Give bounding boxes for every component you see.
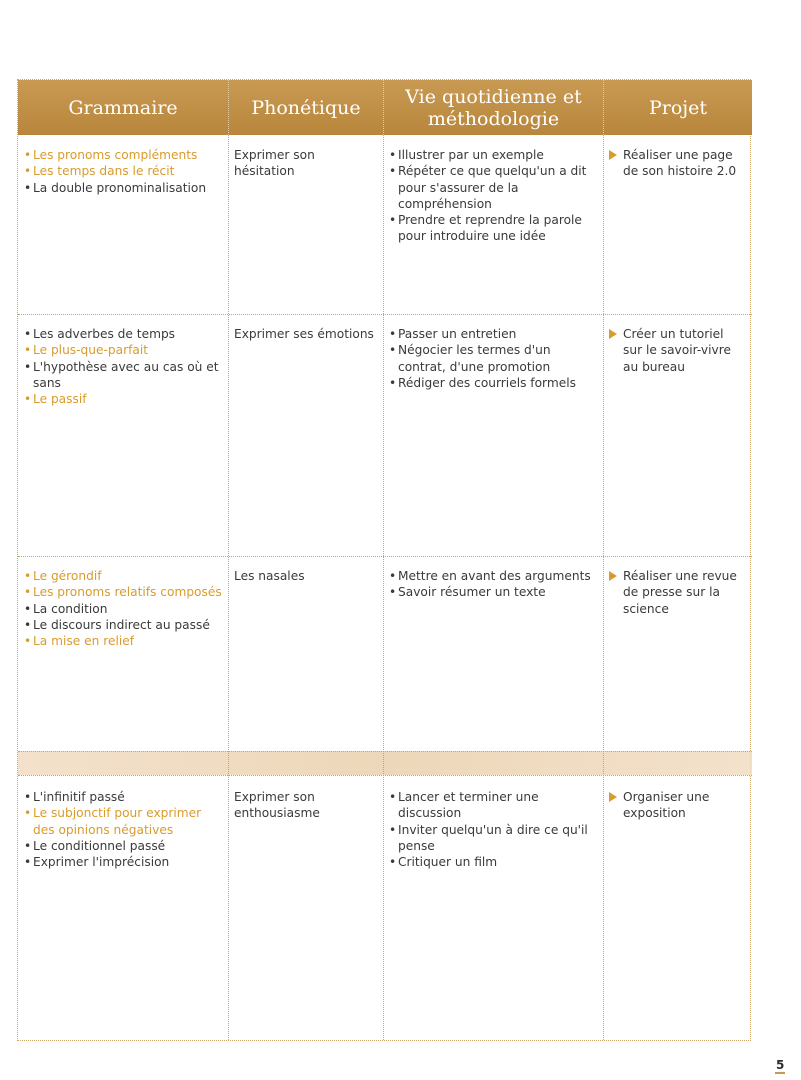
daily-life-item: • Rédiger des courriels formels xyxy=(389,375,597,391)
row-1-phonetique: Exprimer son hésitation xyxy=(234,148,315,179)
grammar-item: • Les pronoms compléments xyxy=(24,147,222,163)
daily-life-item: • Négocier les termes d'un contrat, d'une promotion xyxy=(389,342,597,375)
grammar-item: • Les adverbes de temps xyxy=(24,326,222,342)
grammar-item: • La mise en relief xyxy=(24,633,222,649)
row-4-grammaire xyxy=(18,783,228,870)
row-divider xyxy=(18,775,752,776)
row-2-vie-quotidienne xyxy=(383,320,603,391)
row-divider xyxy=(18,556,752,557)
row-4-vie-quotidienne xyxy=(383,783,603,870)
project-text: Organiser une exposition xyxy=(623,790,710,821)
row-1-grammaire xyxy=(18,141,228,196)
header-projet: Projet xyxy=(603,80,752,135)
table-header xyxy=(18,80,752,135)
row-3-vie-quotidienne xyxy=(383,562,603,601)
daily-life-item: • Passer un entretien xyxy=(389,326,597,342)
grammar-item: • Les temps dans le récit xyxy=(24,163,222,179)
project-text: Réaliser une page de son histoire 2.0 xyxy=(623,148,737,179)
project-item xyxy=(609,789,746,822)
row-2-projet xyxy=(603,320,752,375)
column-divider xyxy=(228,135,229,1040)
project-item xyxy=(609,326,746,375)
grammar-item: • Les pronoms relatifs composés xyxy=(24,584,222,600)
project-item xyxy=(609,568,746,617)
row-2-phonetique: Exprimer ses émotions xyxy=(234,327,374,341)
daily-life-item: • Illustrer par un exemple xyxy=(389,147,597,163)
grammar-item: • L'infinitif passé xyxy=(24,789,222,805)
row-3-grammaire xyxy=(18,562,228,649)
row-1-projet xyxy=(603,141,752,180)
row-3-phonetique: Les nasales xyxy=(234,569,305,583)
triangle-arrow-icon xyxy=(609,571,617,581)
grammar-item: • Le passif xyxy=(24,391,222,407)
grammar-item: • La condition xyxy=(24,601,222,617)
triangle-arrow-icon xyxy=(609,329,617,339)
grammar-item: • Le gérondif xyxy=(24,568,222,584)
daily-life-item: • Savoir résumer un texte xyxy=(389,584,597,600)
daily-life-item: • Mettre en avant des arguments xyxy=(389,568,597,584)
grammar-item: • Le subjonctif pour exprimer des opinions négatives xyxy=(24,805,222,838)
page-number: 5 xyxy=(776,1058,785,1072)
header-phonetique: Phonétique xyxy=(228,80,383,135)
project-text: Réaliser une revue de presse sur la science xyxy=(623,569,737,616)
grammar-item: • Exprimer l'imprécision xyxy=(24,854,222,870)
header-vie-quotidienne: Vie quotidienne et méthodologie xyxy=(383,80,603,135)
daily-life-item: • Inviter quelqu'un à dire ce qu'il pense xyxy=(389,822,597,855)
grammar-item: • La double pronominalisation xyxy=(24,180,222,196)
row-4-projet xyxy=(603,783,752,822)
grammar-item: • L'hypothèse avec au cas où et sans xyxy=(24,359,222,392)
project-item xyxy=(609,147,746,180)
grammar-item: • Le plus-que-parfait xyxy=(24,342,222,358)
section-divider-band xyxy=(18,751,752,775)
daily-life-item: • Répéter ce que quelqu'un a dit pour s'assurer de la compréhension xyxy=(389,163,597,212)
row-2-grammaire xyxy=(18,320,228,407)
daily-life-item: • Critiquer un film xyxy=(389,854,597,870)
row-3-projet xyxy=(603,562,752,617)
grammar-item: • Le conditionnel passé xyxy=(24,838,222,854)
header-grammaire: Grammaire xyxy=(68,96,178,119)
triangle-arrow-icon xyxy=(609,792,617,802)
row-divider xyxy=(18,751,752,752)
grammar-item: • Le discours indirect au passé xyxy=(24,617,222,633)
row-1-vie-quotidienne xyxy=(383,141,603,245)
row-4-phonetique: Exprimer son enthousiasme xyxy=(234,790,320,821)
project-text: Créer un tutoriel sur le savoir-vivre au bureau xyxy=(623,327,731,374)
row-divider xyxy=(18,314,752,315)
daily-life-item: • Prendre et reprendre la parole pour introduire une idée xyxy=(389,212,597,245)
triangle-arrow-icon xyxy=(609,150,617,160)
curriculum-table xyxy=(17,79,751,1041)
daily-life-item: • Lancer et terminer une discussion xyxy=(389,789,597,822)
